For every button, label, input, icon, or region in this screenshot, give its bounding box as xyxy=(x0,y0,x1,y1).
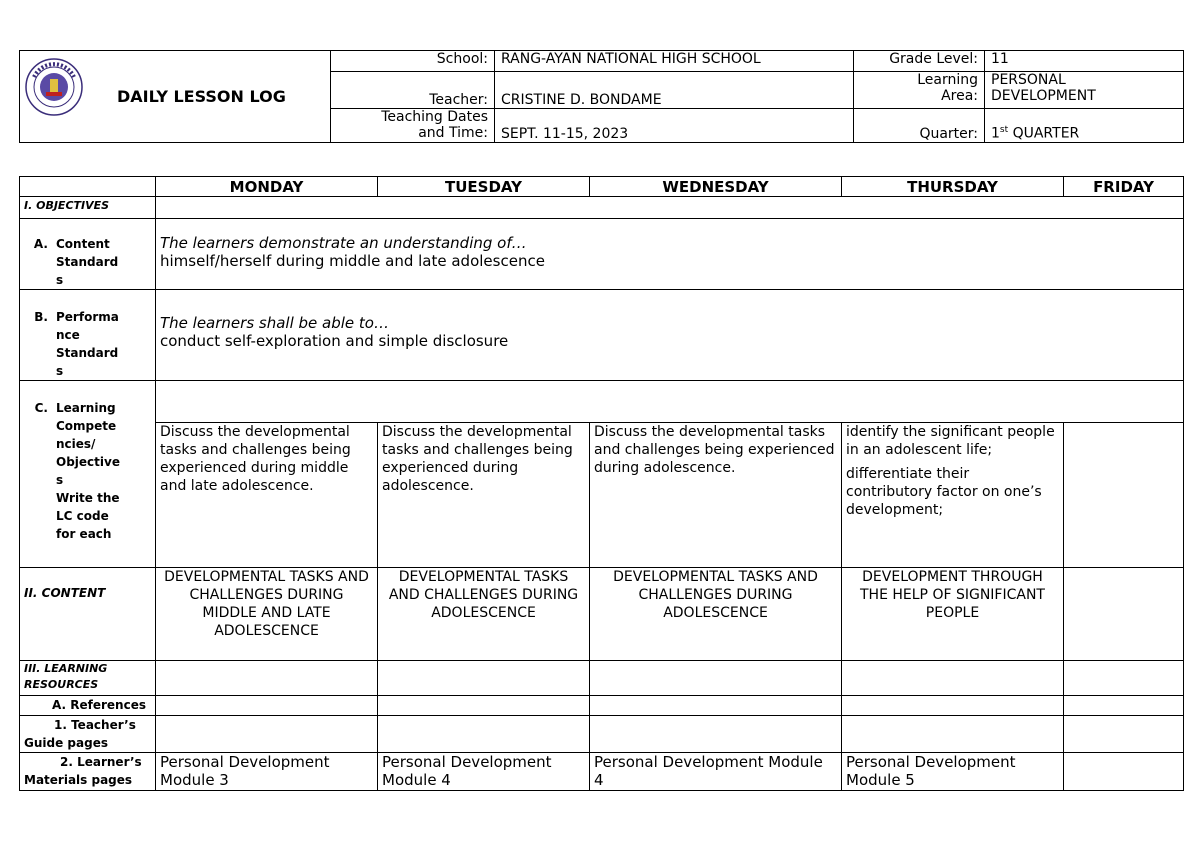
learner-materials-tuesday: Personal Development Module 4 xyxy=(378,753,590,791)
teacher-label: Teacher: xyxy=(331,72,495,109)
competencies-letter: C. xyxy=(34,401,48,415)
empty-cell xyxy=(590,716,842,753)
learner-materials-label-1: 2. Learner’s xyxy=(60,755,142,769)
competency-friday xyxy=(1064,423,1184,568)
content-standards-label-2: Standard xyxy=(56,255,119,269)
learning-area-value xyxy=(985,72,1184,109)
empty-cell xyxy=(1064,696,1184,716)
empty-cell xyxy=(378,696,590,716)
content-standards-label-3: s xyxy=(56,273,64,287)
day-header-tuesday: TUESDAY xyxy=(378,177,590,197)
learner-materials-wednesday: Personal Development Module 4 xyxy=(590,753,842,791)
learner-materials-row xyxy=(20,753,1184,791)
day-header-thursday: THURSDAY xyxy=(842,177,1064,197)
performance-standards-label-4: s xyxy=(56,364,64,378)
objectives-empty xyxy=(156,197,1184,219)
grade-value: 11 xyxy=(985,51,1184,72)
deped-seal-icon xyxy=(24,57,84,117)
objectives-label: I. OBJECTIVES xyxy=(20,197,156,219)
references-label: A. References xyxy=(20,696,156,716)
performance-standards-label xyxy=(20,290,156,381)
competencies-label xyxy=(20,381,156,568)
content-row xyxy=(20,568,1184,661)
learner-materials-label-2: Materials pages xyxy=(24,773,133,787)
performance-standards-letter: B. xyxy=(34,310,48,324)
header-logo-cell xyxy=(20,51,331,143)
competencies-row xyxy=(20,423,1184,568)
empty-cell xyxy=(590,696,842,716)
content-wednesday: DEVELOPMENTAL TASKS AND CHALLENGES DURING ADOLESCENCE xyxy=(590,568,842,661)
objectives-row xyxy=(20,197,1184,219)
empty-cell xyxy=(378,716,590,753)
content-standards-intro: The learners demonstrate an understanding of… xyxy=(160,234,527,252)
competency-wednesday: Discuss the developmental tasks and challenges being experienced during adolescence. xyxy=(590,423,842,568)
performance-standards-label-2: nce xyxy=(56,328,80,342)
day-header-monday: MONDAY xyxy=(156,177,378,197)
competencies-top-empty xyxy=(156,381,1184,423)
learning-area-label xyxy=(854,72,985,109)
empty-cell xyxy=(1064,716,1184,753)
teacher-guide-label-2: Guide pages xyxy=(24,736,108,750)
teacher-guide-label-1: 1. Teacher’s xyxy=(54,718,136,732)
competencies-label-7: LC code xyxy=(56,509,109,523)
competencies-label-6: Write the xyxy=(56,491,120,505)
day-header-friday: FRIDAY xyxy=(1064,177,1184,197)
empty-cell xyxy=(842,696,1064,716)
quarter-number: 1 xyxy=(991,126,1000,142)
empty-cell xyxy=(842,661,1064,696)
dates-label-line2: and Time: xyxy=(418,125,488,141)
day-header-wednesday: WEDNESDAY xyxy=(590,177,842,197)
competencies-label-4: Objective xyxy=(56,455,120,469)
learner-materials-label xyxy=(20,753,156,791)
competency-thursday xyxy=(842,423,1064,568)
learning-area-label-line2: Area: xyxy=(941,88,978,104)
header-table xyxy=(19,50,1184,143)
learning-resources-label-1: III. LEARNING xyxy=(24,662,108,675)
learning-area-value-line1: PERSONAL xyxy=(991,72,1066,88)
learning-resources-label xyxy=(20,661,156,696)
content-standards-letter: A. xyxy=(33,237,48,251)
content-friday xyxy=(1064,568,1184,661)
competencies-label-2: Compete xyxy=(56,419,117,433)
competency-thursday-1: identify the significant people in an adolescent life; xyxy=(846,424,1055,458)
school-value: RANG-AYAN NATIONAL HIGH SCHOOL xyxy=(495,51,854,72)
quarter-superscript: st xyxy=(999,125,1009,136)
quarter-text: QUARTER xyxy=(1008,126,1080,142)
learning-area-label-line1: Learning xyxy=(917,72,978,88)
performance-standards-intro: The learners shall be able to… xyxy=(160,314,389,332)
competency-thursday-2: differentiate their contributory factor on one’s development; xyxy=(846,466,1042,518)
learning-area-value-line2: DEVELOPMENT xyxy=(991,88,1096,104)
teacher-value: CRISTINE D. BONDAME xyxy=(495,72,854,109)
teacher-guide-label xyxy=(20,716,156,753)
competencies-label-3: ncies/ xyxy=(56,437,96,451)
empty-cell xyxy=(842,716,1064,753)
content-label: II. CONTENT xyxy=(20,568,156,661)
teacher-guide-row xyxy=(20,716,1184,753)
content-standards-text xyxy=(156,219,1184,290)
dates-value: SEPT. 11-15, 2023 xyxy=(495,109,854,143)
page-title: DAILY LESSON LOG xyxy=(117,87,286,106)
content-standards-label-1: Content xyxy=(56,237,110,251)
competencies-label-8: for each xyxy=(56,527,112,541)
content-thursday: DEVELOPMENT THROUGH THE HELP OF SIGNIFICANT PEOPLE xyxy=(842,568,1064,661)
performance-standards-body: conduct self-exploration and simple disclosure xyxy=(160,332,509,350)
corner-cell xyxy=(20,177,156,197)
competency-monday: Discuss the developmental tasks and challenges being experienced during middle and late adolescence. xyxy=(156,423,378,568)
competency-tuesday: Discuss the developmental tasks and challenges being experienced during adolescence. xyxy=(378,423,590,568)
content-tuesday: DEVELOPMENTAL TASKS AND CHALLENGES DURING ADOLESCENCE xyxy=(378,568,590,661)
content-standards-row xyxy=(20,219,1184,290)
learning-resources-label-2: RESOURCES xyxy=(24,678,99,691)
performance-standards-label-3: Standard xyxy=(56,346,119,360)
days-header-row xyxy=(20,177,1184,197)
performance-standards-text xyxy=(156,290,1184,381)
learner-materials-friday xyxy=(1064,753,1184,791)
competencies-label-1: Learning xyxy=(56,401,116,415)
competencies-top-row xyxy=(20,381,1184,423)
dates-label-line1: Teaching Dates xyxy=(381,109,488,125)
performance-standards-label-1: Performa xyxy=(56,310,119,324)
lesson-log-table xyxy=(19,176,1184,791)
empty-cell xyxy=(1064,661,1184,696)
dates-label xyxy=(331,109,495,143)
performance-standards-row xyxy=(20,290,1184,381)
quarter-value xyxy=(985,109,1184,143)
learning-resources-row xyxy=(20,661,1184,696)
empty-cell xyxy=(156,661,378,696)
content-standards-body: himself/herself during middle and late adolescence xyxy=(160,252,545,270)
learner-materials-thursday: Personal Development Module 5 xyxy=(842,753,1064,791)
quarter-label: Quarter: xyxy=(854,109,985,143)
empty-cell xyxy=(156,716,378,753)
empty-cell xyxy=(378,661,590,696)
learner-materials-monday: Personal Development Module 3 xyxy=(156,753,378,791)
empty-cell xyxy=(590,661,842,696)
references-row xyxy=(20,696,1184,716)
content-standards-label xyxy=(20,219,156,290)
content-monday: DEVELOPMENTAL TASKS AND CHALLENGES DURING MIDDLE AND LATE ADOLESCENCE xyxy=(156,568,378,661)
grade-label: Grade Level: xyxy=(854,51,985,72)
competencies-label-5: s xyxy=(56,473,64,487)
school-label: School: xyxy=(331,51,495,72)
empty-cell xyxy=(156,696,378,716)
